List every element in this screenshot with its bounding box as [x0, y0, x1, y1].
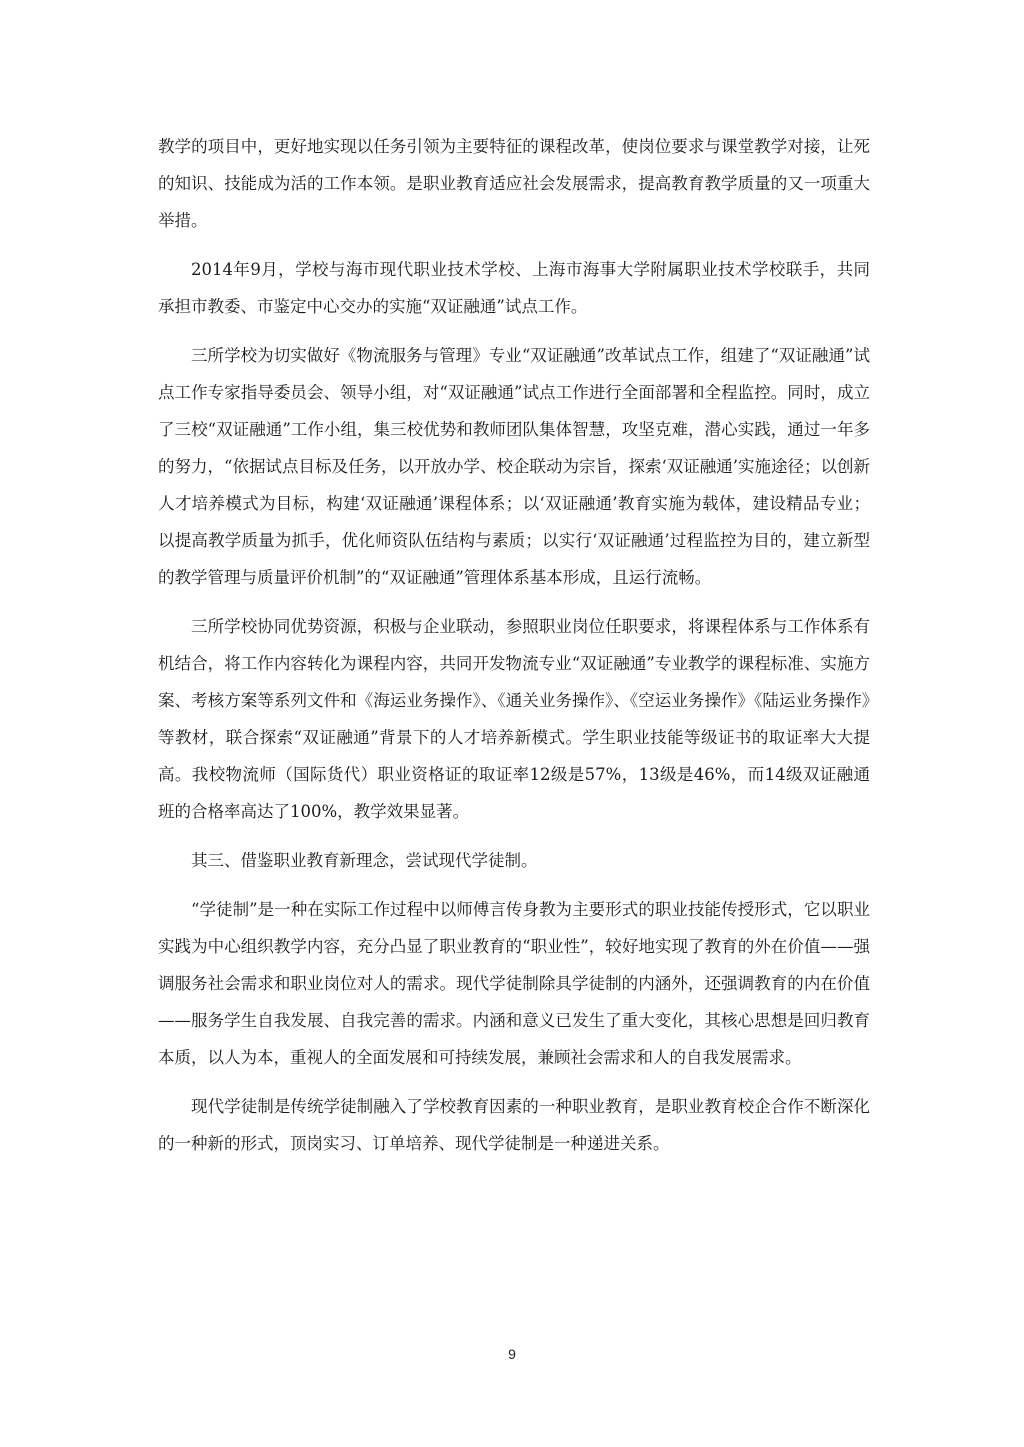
- page-number: 9: [508, 1346, 516, 1362]
- paragraph-three-schools-resources: 三所学校协同优势资源，积极与企业联动，参照职业岗位任职要求，将课程体系与工作体系有机结合，将工作内容转化为课程内容，共同开发物流专业“双证融通”专业教学的课程标准、实施方案、考核方案等系列文件和《海运业务操作》、《通关业务操作》、《空运业务操作》《陆运业务操作》等教材，联合探索“双证融通”背景下的人才培养新模式。学生职业技能等级证书的取证率大大提高。我校物流师（国际货代）职业资格证的取证率12级是57%，13级是46%，而14级双证融通班的合格率高达了100%，教学效果显著。: [158, 617, 870, 821]
- paragraph-section-heading: 其三、借鉴职业教育新理念，尝试现代学徒制。: [191, 851, 538, 870]
- paragraph-pilot-start: 2014年9月，学校与海市现代职业技术学校、上海市海事大学附属职业技术学校联手，共同承担市教委、市鉴定中心交办的实施“双证融通”试点工作。: [158, 260, 870, 316]
- paragraph-continuation: 教学的项目中，更好地实现以任务引领为主要特征的课程改革，使岗位要求与课堂教学对接，让死的知识、技能成为活的工作本领。是职业教育适应社会发展需求，提高教育教学质量的又一项重大举措。: [158, 137, 870, 230]
- paragraph-modern-apprenticeship: 现代学徒制是传统学徒制融入了学校教育因素的一种职业教育，是职业教育校企合作不断深化的一种新的形式，顶岗实习、订单培养、现代学徒制是一种递进关系。: [158, 1097, 870, 1153]
- paragraph-apprenticeship-definition: “学徒制”是一种在实际工作过程中以师傅言传身教为主要形式的职业技能传授形式，它以职业实践为中心组织教学内容，充分凸显了职业教育的“职业性”，较好地实现了教育的外在价值——强调服务社会需求和职业岗位对人的需求。现代学徒制除具学徒制的内涵外，还强调教育的内在价值——服务学生自我发展、自我完善的需求。内涵和意义已发生了重大变化，其核心思想是回归教育本质，以人为本，重视人的全面发展和可持续发展，兼顾社会需求和人的自我发展需求。: [158, 900, 870, 1067]
- document-body: [158, 128, 870, 1174]
- paragraph-three-schools-pilot: 三所学校为切实做好《物流服务与管理》专业“双证融通”改革试点工作，组建了“双证融通”试点工作专家指导委员会、领导小组，对“双证融通”试点工作进行全面部署和全程监控。同时，成立了三校“双证融通”工作小组，集三校优势和教师团队集体智慧，攻坚克难，潜心实践，通过一年多的努力，“依据试点目标及任务，以开放办学、校企联动为宗旨，探索‘双证融通’实施途径；以创新人才培养模式为目标，构建‘双证融通’课程体系；以‘双证融通’教育实施为载体，建设精品专业；以提高教学质量为抓手，优化师资队伍结构与素质；以实行‘双证融通’过程监控为目的，建立新型的教学管理与质量评价机制”的“双证融通”管理体系基本形成，且运行流畅。: [158, 346, 870, 587]
